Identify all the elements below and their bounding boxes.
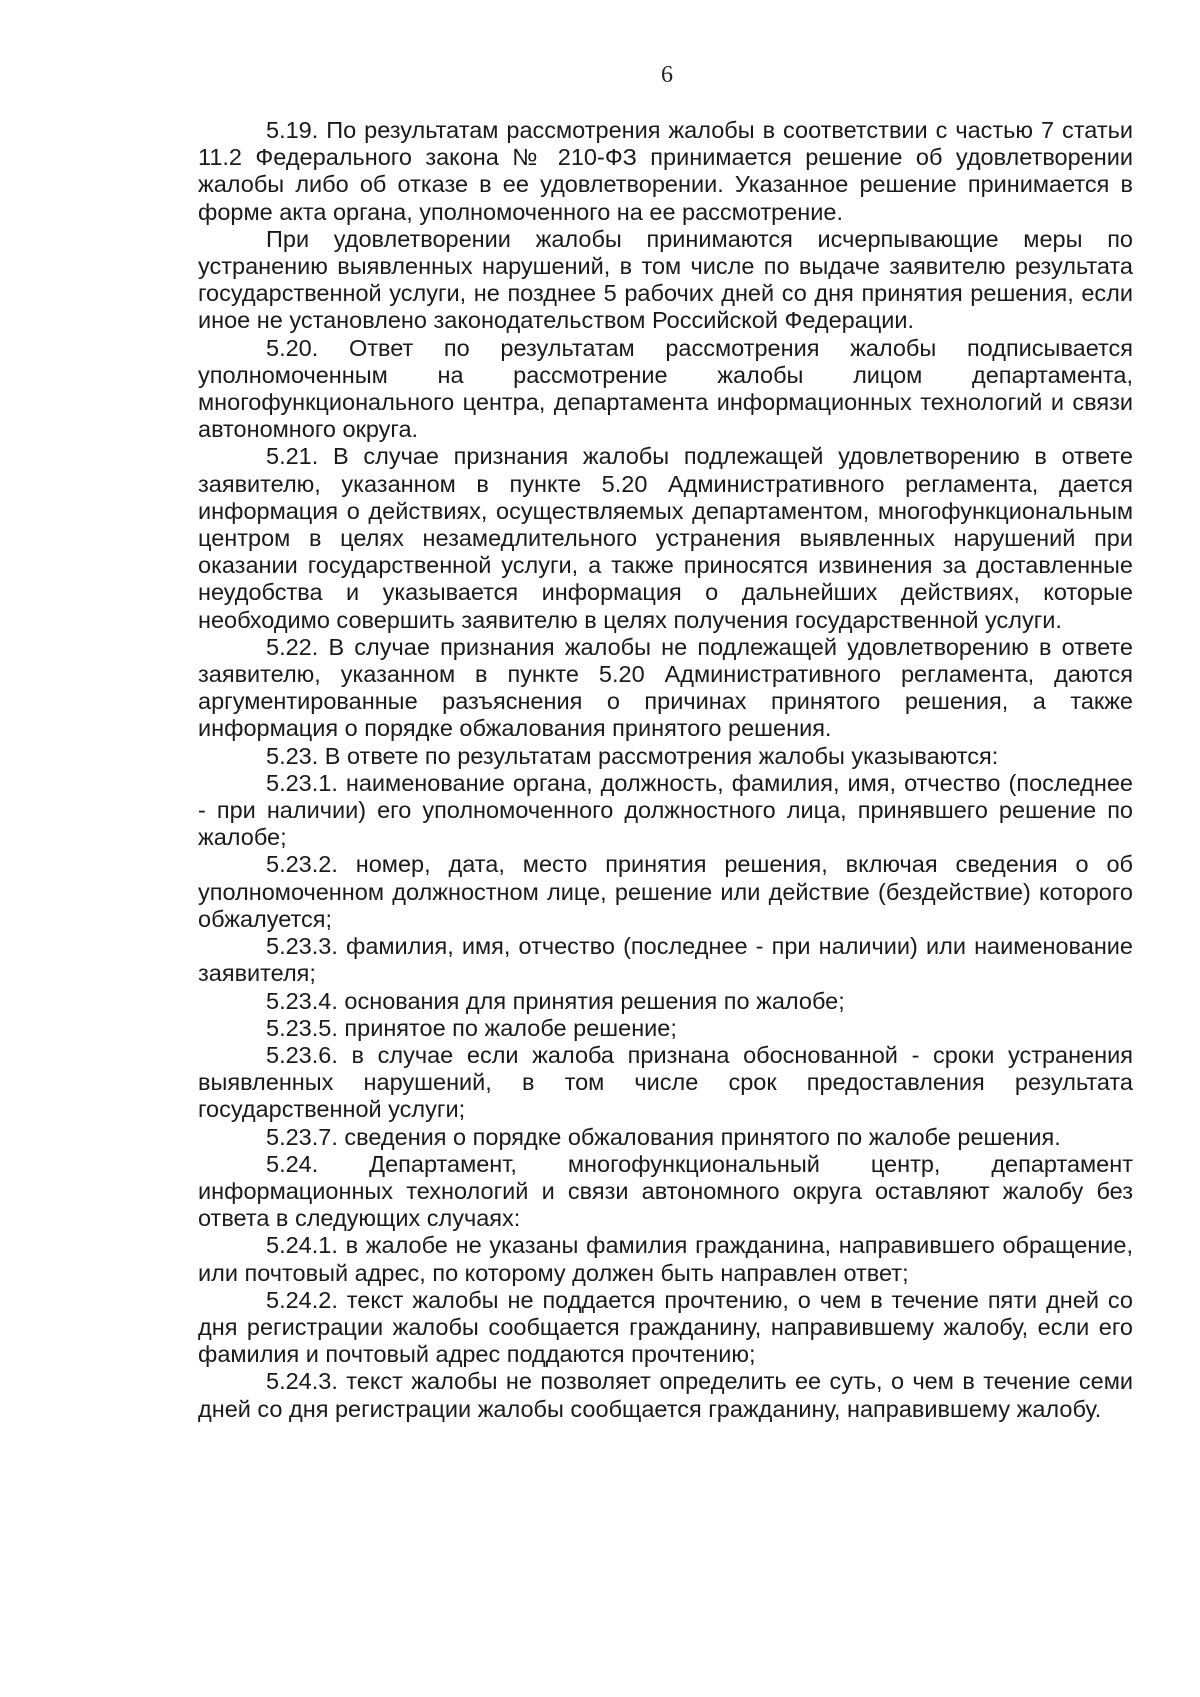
paragraph-5-22: 5.22. В случае признания жалобы не подлежащей удовлетворению в ответе заявителю, указанном в пункте 5.20 Административного регламента, даются аргументированные разъяснения о причинах принятого решения, а также информация о порядке обжалования принятого решения. bbox=[198, 633, 1133, 742]
paragraph-5-23-3: 5.23.3. фамилия, имя, отчество (последнее - при наличии) или наименование заявителя; bbox=[198, 933, 1133, 987]
paragraph-5-23-5: 5.23.5. принятое по жалобе решение; bbox=[266, 1014, 677, 1041]
paragraph-5-19: 5.19. По результатам рассмотрения жалобы в соответствии с частью 7 статьи 11.2 Федерального закона № 210-ФЗ принимается решение об удовлетворении жалобы либо об отказе в ее удовлетворении. Указанное решение принимается в форме акта органа, уполномоченного на ее рассмотрение. bbox=[198, 117, 1133, 225]
paragraph-5-24-2: 5.24.2. текст жалобы не поддается прочтению, о чем в течение пяти дней со дня регистрации жалобы сообщается гражданину, направившему жалобу, если его фамилия и почтовый адрес поддаются прочтению; bbox=[198, 1286, 1133, 1368]
document-body bbox=[198, 117, 1133, 1423]
paragraph-5-23-1: 5.23.1. наименование органа, должность, фамилия, имя, отчество (последнее - при наличии) его уполномоченного должностного лица, принявшего решение по жалобе; bbox=[198, 769, 1133, 851]
page-number: 6 bbox=[661, 62, 673, 88]
paragraph-5-23: 5.23. В ответе по результатам рассмотрения жалобы указываются: bbox=[266, 742, 999, 769]
paragraph-5-23-6: 5.23.6. в случае если жалоба признана обоснованной - сроки устранения выявленных нарушений, в том числе срок предоставления результата государственной услуги; bbox=[198, 1041, 1133, 1123]
paragraph-5-23-2: 5.23.2. номер, дата, место принятия решения, включая сведения о об уполномоченном должностном лице, решение или действие (бездействие) которого обжалуется; bbox=[198, 851, 1133, 932]
paragraph-5-23-4: 5.23.4. основания для принятия решения по жалобе; bbox=[266, 987, 845, 1014]
paragraph-5-21: 5.21. В случае признания жалобы подлежащей удовлетворению в ответе заявителю, указанном в пункте 5.20 Административного регламента, дается информация о действиях, осуществляемых департаментом, многофункциональным центром в целях незамедлительного устранения выявленных нарушений при оказании государственной услуги, а также приносятся извинения за доставленные неудобства и указывается информация о дальнейших действиях, которые необходимо совершить заявителю в целях получения государственной услуги. bbox=[198, 443, 1133, 633]
paragraph-5-19-satisfaction: При удовлетворении жалобы принимаются исчерпывающие меры по устранению выявленных нарушений, в том числе по выдаче заявителю результата государственной услуги, не позднее 5 рабочих дней со дня принятия решения, если иное не установлено законодательством Российской Федерации. bbox=[198, 225, 1133, 334]
paragraph-5-23-7: 5.23.7. сведения о порядке обжалования принятого по жалобе решения. bbox=[266, 1123, 1061, 1150]
paragraph-5-24-1: 5.24.1. в жалобе не указаны фамилия гражданина, направившего обращение, или почтовый адрес, по которому должен быть направлен ответ; bbox=[198, 1232, 1133, 1286]
paragraph-5-20: 5.20. Ответ по результатам рассмотрения жалобы подписывается уполномоченным на рассмотрение жалобы лицом департамента, многофункционального центра, департамента информационных технологий и связи автономного округа. bbox=[198, 334, 1133, 443]
paragraph-5-24: 5.24. Департамент, многофункциональный центр, департамент информационных технологий и связи автономного округа оставляют жалобу без ответа в следующих случаях: bbox=[198, 1150, 1133, 1232]
paragraph-5-24-3: 5.24.3. текст жалобы не позволяет определить ее суть, о чем в течение семи дней со дня регистрации жалобы сообщается гражданину, направившему жалобу. bbox=[198, 1368, 1133, 1422]
